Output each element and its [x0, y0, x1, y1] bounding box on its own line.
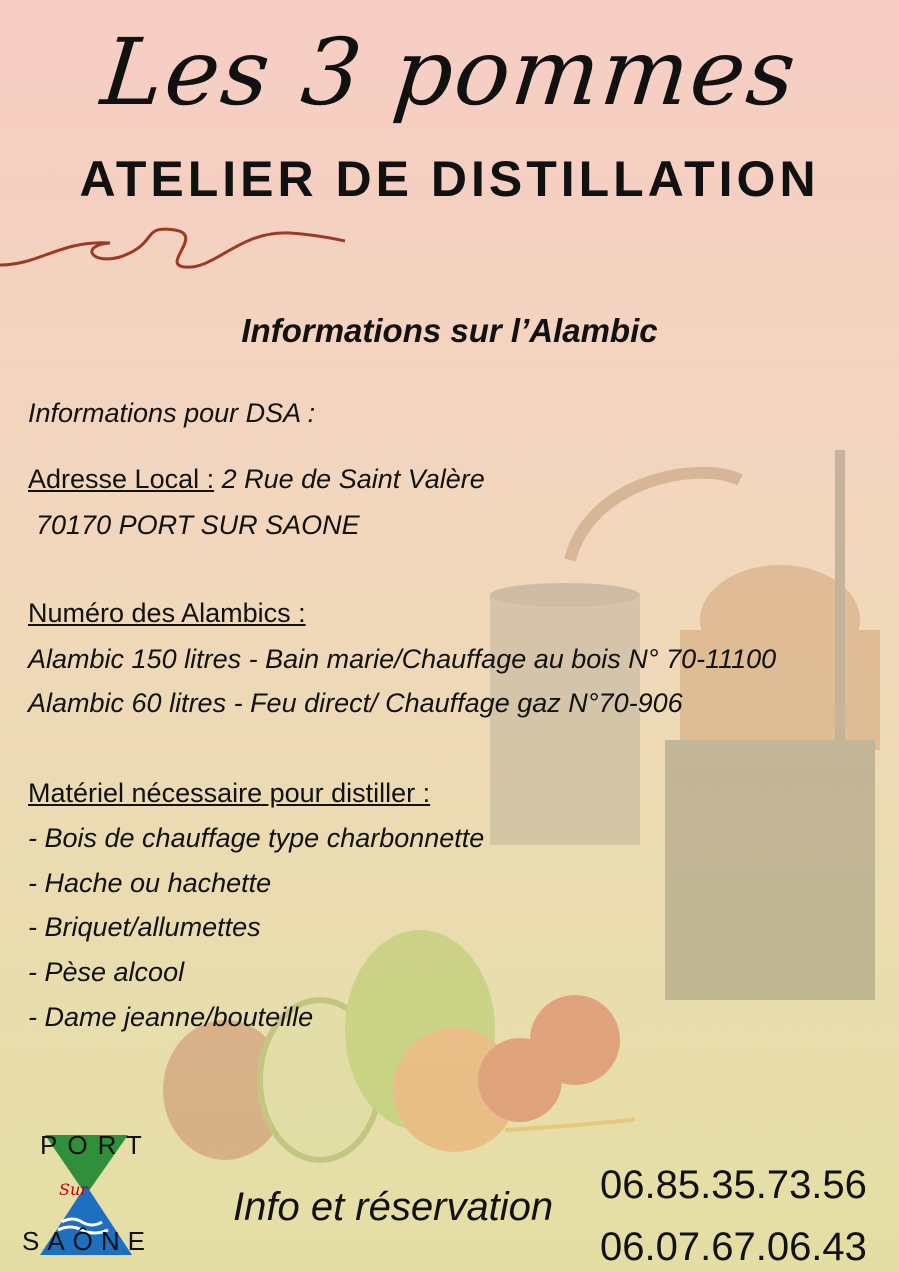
dsa-intro: Informations pour DSA : — [28, 398, 316, 428]
alambics-label: Numéro des Alambics : — [28, 598, 306, 628]
section-heading: Informations sur l’Alambic — [241, 312, 658, 349]
phone-number-1: 06.85.35.73.56 — [600, 1163, 867, 1207]
materiel-item: - Briquet/allumettes — [28, 912, 261, 942]
phone-number-2: 06.07.67.06.43 — [600, 1225, 867, 1269]
logo-text-port: PORT — [40, 1130, 152, 1160]
address-street: 2 Rue de Saint Valère — [214, 464, 485, 494]
address-label: Adresse Local : — [28, 464, 215, 494]
info-reservation-label: Info et réservation — [233, 1185, 554, 1229]
page-title: Les 3 pommes — [96, 19, 803, 126]
materiel-item: - Pèse alcool — [28, 957, 185, 987]
materiel-heading-row — [28, 776, 430, 810]
alambic-2: Alambic 60 litres - Feu direct/ Chauffage gaz N°70-906 — [28, 688, 683, 718]
page-subtitle: ATELIER DE DISTILLATION — [79, 151, 820, 207]
address-line-2: 70170 PORT SUR SAONE — [36, 510, 360, 540]
materiel-item: - Hache ou hachette — [28, 868, 272, 898]
alambics-heading-row — [28, 596, 306, 630]
decorative-swirl — [0, 215, 360, 285]
address-line-1 — [28, 462, 485, 496]
alambic-1: Alambic 150 litres - Bain marie/Chauffage au bois N° 70-11100 — [28, 644, 777, 674]
materiel-label: Matériel nécessaire pour distiller : — [28, 778, 431, 808]
port-sur-saone-logo — [20, 1130, 154, 1260]
logo-text-saone: SAÔNE — [22, 1226, 154, 1256]
materiel-item: - Bois de chauffage type charbonnette — [28, 823, 485, 853]
materiel-item: - Dame jeanne/bouteille — [28, 1002, 314, 1032]
logo-text-sur: Sur — [59, 1180, 88, 1199]
